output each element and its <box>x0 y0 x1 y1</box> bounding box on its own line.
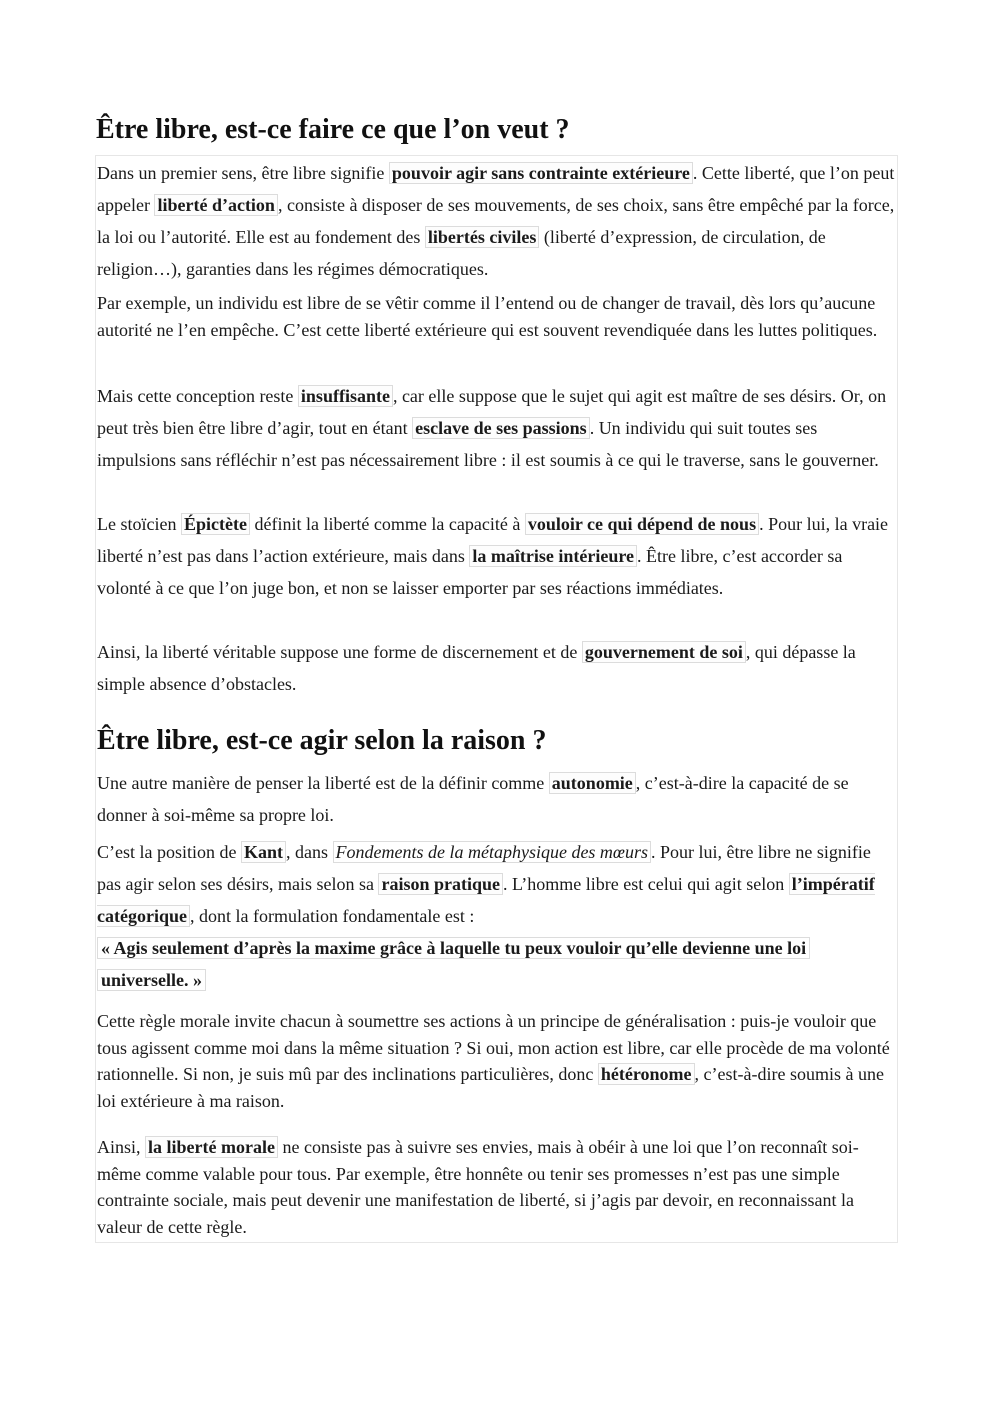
quote-line: universelle. » <box>97 969 206 991</box>
key-term: Épictète <box>181 513 250 535</box>
text: . L’homme libre est celui qui agit selon <box>502 874 789 894</box>
key-term: pouvoir agir sans contrainte extérieure <box>389 162 693 184</box>
key-term: la liberté morale <box>145 1136 278 1158</box>
text: Dans un premier sens, être libre signifie <box>97 163 389 183</box>
key-term: insuffisante <box>298 385 393 407</box>
kant-quote <box>97 932 897 996</box>
section-2-title: Être libre, est-ce agir selon la raison ? <box>97 725 547 756</box>
text: Ainsi, <box>97 1137 146 1157</box>
key-term: libertés civiles <box>425 226 539 248</box>
text: . Cette liberté, que l’on peut appeler <box>97 163 895 215</box>
text: , car elle suppose que le sujet qui agit est maître de ses désirs. Or, on peut très bien être libre d’agir, tout en étant <box>97 386 887 438</box>
s1-paragraph-3 <box>97 380 897 476</box>
s1-paragraph-4 <box>97 508 897 604</box>
s2-paragraph-2 <box>97 836 897 932</box>
s2-paragraph-4 <box>97 1134 897 1240</box>
text: , dans <box>286 842 333 862</box>
s2-paragraph-3 <box>97 1008 897 1114</box>
text: . Un individu qui suit toutes ses impulsions sans réfléchir n’est pas nécessairement libre : il est soumis à ce qui le traverse, sans le gouverner. <box>97 418 879 470</box>
text: Mais cette conception reste <box>97 386 298 406</box>
key-term: gouvernement de soi <box>582 641 746 663</box>
text: . Être libre, c’est accorder sa volonté à ce que l’on juge bon, et non se laisser emporter par ses réactions immédiates. <box>97 546 843 598</box>
text: ne consiste pas à suivre ses envies, mais à obéir à une loi que l’on reconnaît soi-même comme valable pour tous. Par exemple, être honnête ou tenir ses promesses n’est pas une simple contrainte sociale, mais peut devenir une manifestation de liberté, si j’agis par devoir, en reconnaissant la valeur de cette règle. <box>97 1137 859 1237</box>
section-1-title: Être libre, est-ce faire ce que l’on veut ? <box>96 114 570 145</box>
text: , c’est-à-dire soumis à une loi extérieure à ma raison. <box>97 1064 884 1111</box>
key-term: esclave de ses passions <box>412 417 590 439</box>
text: Ainsi, la liberté véritable suppose une forme de discernement et de <box>97 642 582 662</box>
key-term: vouloir ce qui dépend de nous <box>525 513 759 535</box>
text: . Pour lui, être libre ne signifie pas agir selon ses désirs, mais selon sa <box>97 842 871 894</box>
text: , c’est-à-dire la capacité de se donner à soi-même sa propre loi. <box>97 773 849 825</box>
text: Cette règle morale invite chacun à soumettre ses actions à un principe de généralisation : puis-je vouloir que tous agissent comme moi dans la même situation ? Si oui, mon action est libre, car elle procède de ma volonté rationnelle. Si non, je suis mû par des inclinations particulières, donc <box>97 1011 890 1084</box>
text: C’est la position de <box>97 842 241 862</box>
key-term: liberté d’action <box>154 194 277 216</box>
text: (liberté d’expression, de circulation, de religion…), garanties dans les régimes démocratiques. <box>97 227 826 279</box>
s1-paragraph-2: Par exemple, un individu est libre de se vêtir comme il l’entend ou de changer de travail, dès lors qu’aucune autorité ne l’en empêche. C’est cette liberté extérieure qui est souvent revendiquée dans les luttes politiques. <box>97 293 878 340</box>
key-term: la maîtrise intérieure <box>469 545 637 567</box>
text: . Pour lui, la vraie liberté n’est pas dans l’action extérieure, mais dans <box>97 514 889 566</box>
key-term: autonomie <box>549 772 636 794</box>
s1-paragraph-5 <box>97 636 897 700</box>
text: , consiste à disposer de ses mouvements, de ses choix, sans être empêché par la force, la loi ou l’autorité. Elle est au fondement des <box>97 195 895 247</box>
text: Une autre manière de penser la liberté est de la définir comme <box>97 773 549 793</box>
key-term: raison pratique <box>378 873 503 895</box>
text: , dont la formulation fondamentale est : <box>189 906 475 926</box>
text: définit la liberté comme la capacité à <box>249 514 525 534</box>
text: , qui dépasse la simple absence d’obstacles. <box>97 642 856 694</box>
text: Le stoïcien <box>97 514 181 534</box>
key-term: hétéronome <box>598 1063 695 1085</box>
quote-line: « Agis seulement d’après la maxime grâce à laquelle tu peux vouloir qu’elle devienne une loi <box>97 937 810 959</box>
work-title: Fondements de la métaphysique des mœurs <box>333 841 651 863</box>
key-term: Kant <box>241 841 286 863</box>
s1-paragraph-1 <box>97 157 897 285</box>
s2-paragraph-1 <box>97 767 897 831</box>
key-term: l’impératif catégorique <box>97 874 875 926</box>
